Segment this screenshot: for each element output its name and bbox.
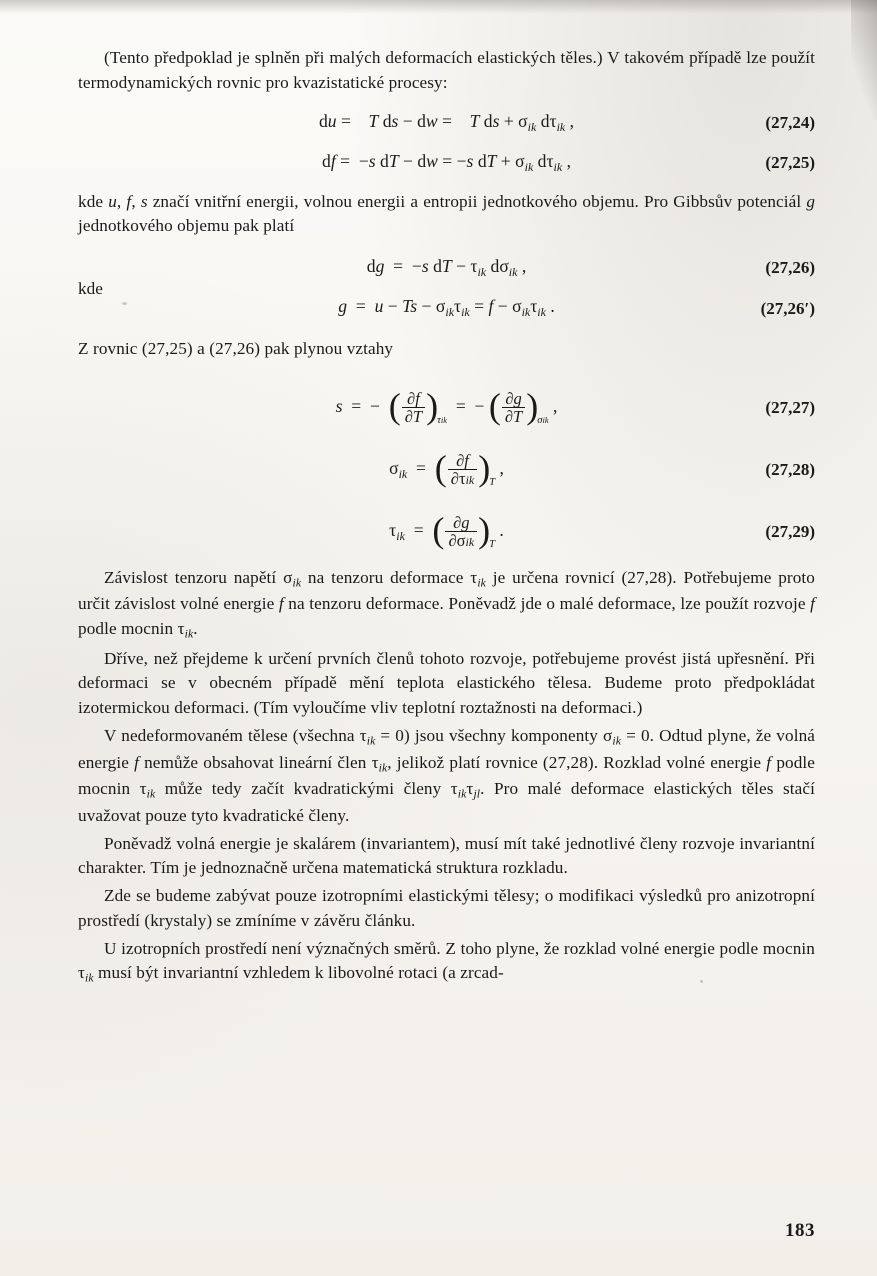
paragraph-definitions: kde u, f, s značí vnitřní energii, volnou energii a entropii jednotkového objemu. Pro Gibbsův potenciál g jednotkového objemu pak platí [78,191,816,236]
equation-27-24-body: du = T ds − dw = T ds + $\sigma_{ik}$ $d\tau_{ik}$ , [318,110,574,134]
paragraph-stress-dependence: Závislost tenzoru napětí $\sigma_{ik}$ na tenzoru deformace $\tau_{ik}$ je určena rovnicí (27,28). Potřebujeme proto určit závislost volné energie f na tenzoru deformace. Poněvadž jde o malé deformace, lze použít rozvoje f podle mocnin $\tau_{ik}$. [78,567,815,641]
paragraph-relations-lead: Z rovnic (27,25) a (27,26) pak plynou vztahy [78,339,394,359]
page-body [78,46,815,988]
equation-27-26-prime-tag: (27,26′) [760,299,815,319]
equation-27-28-tag: (27,28) [765,459,815,479]
kde-label: kde [78,279,103,299]
equation-27-26-tag: (27,26) [765,258,815,278]
equation-27-26-prime [78,279,815,321]
equation-27-28-body: $\sigma_{ik}$ = ( $\frac{\partial f}{\text{∂τik}}$ )T , [389,447,504,489]
equation-27-25-body: df = −s dT − dw = −s dT + $\sigma_{ik}$ $d\tau_{ik}$ , [322,150,571,174]
paragraph-no-preferred-directions: U izotropních prostředí není význačných směrů. Z toho plyne, že rozklad volné energie podle mocnin $\tau_{ik}$ musí být invariantní vzhledem k libovolné rotaci (a zrcad- [78,938,815,986]
equation-27-29 [78,509,815,551]
equation-27-29-tag: (27,29) [765,521,815,541]
paragraph-invariance: Poněvadž volná energie je skalárem (invariantem), musí mít také jednotlivé členy rozvoje invariantní charakter. Tím je jednoznačně určena matematická struktura rozkladu. [78,833,815,878]
equation-27-27-body: s = − ( $\frac{\partial f}{\partial T}$ )τik = − ( $\frac{\partial g}{\partial T}$ )σik , [335,385,558,427]
paragraph-refinements: Dříve, než přejdeme k určení prvních členů tohoto rozvoje, potřebujeme provést jistá upřesnění. Při deformaci se v obecném případě mění teplota elastického tělesa. Budeme proto předpokládat izotermickou deformaci. (Tím vyloučíme vliv teplotní roztažnosti na deformaci.) [78,648,815,718]
page-number: 183 [785,1220,815,1241]
equation-27-27 [78,385,815,427]
equation-27-24-tag: (27,24) [765,112,815,132]
paragraph-isotropic-scope: Zde se budeme zabývat pouze izotropními elastickými tělesy; o modifikaci výsledků pro anizotropní prostředí (krystaly) se zmíníme v závěru článku. [78,886,815,930]
equation-27-29-body: $\tau_{ik}$ = ( $\frac{\partial g}{\text{∂σik}}$ )T . [389,509,504,551]
paragraph-intro: (Tento předpoklad je splněn při malých deformacích elastických těles.) V takovém případě lze použít termodynamických rovnic pro kvazistatické procesy: [78,48,815,92]
equation-27-28 [78,447,815,489]
page-corner-shadow [851,0,877,120]
page-top-shadow [0,0,877,14]
equation-27-27-tag: (27,27) [765,397,815,417]
paragraph-undeformed-body: V nedeformovaném tělese (všechna $\tau_{ik} = 0$) jsou všechny komponenty $\sigma_{ik} = 0$. Odtud plyne, že volná energie f nemůže obsahovat lineární člen $\tau_{ik}$, jelikož platí rovnice (27,28). Rozklad volné energie f podle mocnin $\tau_{ik}$ může tedy začít kvadratickými členy $\tau_{ik}\tau_{jl}$. Pro malé deformace elastických těles stačí uvažovat pouze tyto kvadratické členy. [78,726,816,825]
equation-27-26-body: dg = −s dT − $\tau_{ik}$ $d\sigma_{ik}$ , [366,256,527,279]
equation-27-25 [78,150,815,176]
equation-27-24 [78,110,815,136]
equation-27-25-tag: (27,25) [765,152,815,172]
equation-27-26-prime-body: $g = u - Ts - \sigma_{ik}\tau_{ik} = f - \sigma_{ik}\tau_{ik}$ . [338,296,555,319]
equation-27-26 [78,255,815,281]
